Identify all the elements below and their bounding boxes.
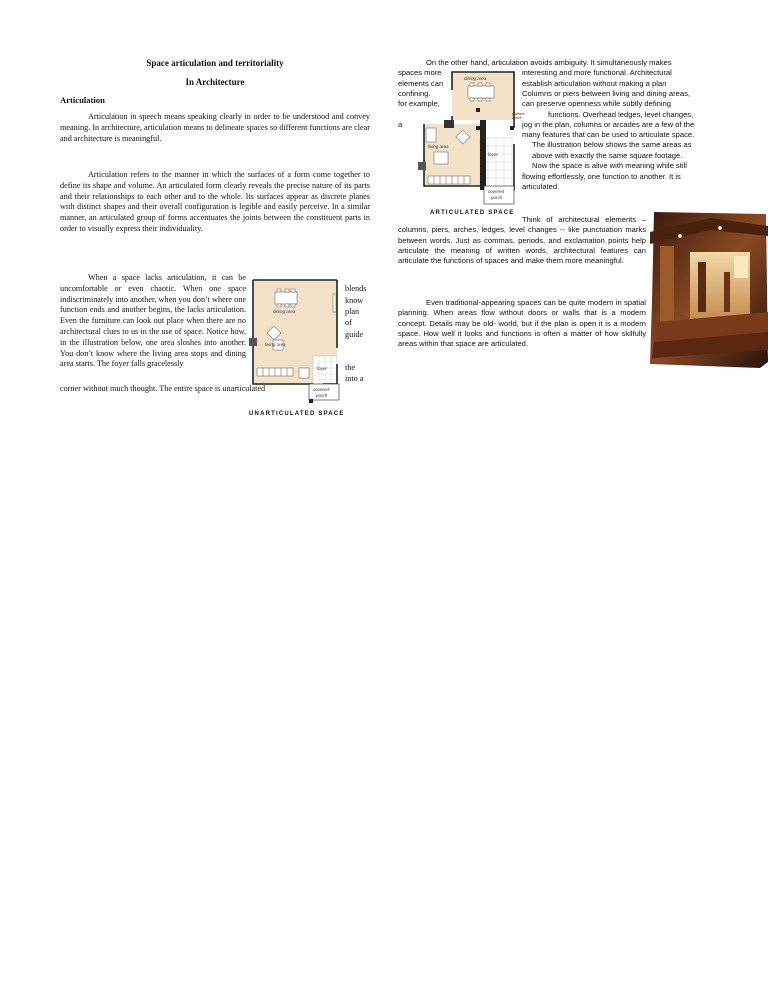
dining-area-label: dining area [273,309,296,314]
right-paragraph-3: Even traditional-appearing spaces can be quite modern in spatial planning. When areas flow without doors or walls that is a modern concept. Details may be old- world, but if the plan is open it is a modern space. How well it looks and functions is often a matter of how skilfully areas within that space are articulated. [398,298,646,349]
right-fragment: articulated. [522,182,560,191]
document-subtitle: In Architecture [185,77,245,87]
platform-label: platform [512,112,525,116]
interior-photo [650,212,768,370]
foyer-label: foyer [317,366,328,371]
right-paragraph-1-line1: On the other hand, articulation avoids ambiguity. It simultaneously makes [426,58,672,67]
porch-label: porch [316,393,328,398]
side-word: into a [345,374,364,383]
right-fragment: jog in the plan, columns or arcades are a few of the [522,120,695,129]
left-fragment: confining. [398,89,431,98]
side-word: guide [345,330,364,339]
right-fragment: Columns or piers between living and dining areas, [522,89,691,98]
left-fragment: spaces more [398,68,442,77]
left-fragment: a [398,120,403,129]
right-fragment: functions. Overhead ledges, level changes, [548,110,694,119]
living-area-label: living area [428,144,449,149]
side-word: of [345,318,352,327]
left-fragment: for example, [398,99,440,108]
dining-area-label: dining area [464,76,487,81]
right-paragraph-2-text: Think of architectural elements – columns, piers, arches, ledges, level changes -- like punctuation marks between words. Just as commas, periods, and exclamation points help articulate the meaning of written words, architectural features can articulate the functions of spaces and make them more meaningful. [398,215,646,266]
unarticulated-floor-plan [247,278,345,408]
paragraph-1: Articulation in speech means speaking clearly in order to be understood and convey meaning. In architecture, articulation means to delineate spaces so different functions are clear and architecture is meaningful. [60,112,370,143]
side-word: the [345,363,356,372]
right-fragment: The illustration below shows the same areas as [532,140,692,149]
side-word: blends [345,284,367,293]
paragraph-3-end: corner without much thought. The entire space is unarticulated [60,384,266,393]
right-fragment: many features that can be used to articulate space. [522,130,695,139]
right-paragraph-2 [398,215,646,266]
porch-label: covered [488,189,505,194]
living-area-label: living area [265,342,286,347]
paragraph-3: When a space lacks articulation, it can be uncomfortable or even chaotic. When one space indiscriminately into another, when you don’t where one function ends and another begins, the lacks articulation. Even the furniture can look out place when there are no architectural clues to us in the use of space. Notice how, in the illustration below, one area sloshes into another. You don’t know where the living area stops and dining area starts. The foyer falls gracelessly [60,273,246,369]
right-fragment: interesting and more functional. Architectural [522,68,672,77]
platform-label: above [512,116,522,120]
foyer-label: foyer [488,152,499,157]
right-fragment: Now the space is alive with meaning while still [532,161,687,170]
right-fragment: flowing effortlessly, one function to another. It is [522,172,681,181]
side-word: know [345,296,364,305]
document-title: Space articulation and territoriality [146,58,284,68]
articulated-floor-plan [404,68,525,210]
porch-label: porch [491,195,503,200]
section-heading: Articulation [60,95,105,105]
articulated-caption: ARTICULATED SPACE [430,210,515,216]
side-word: plan [345,307,360,316]
right-fragment: establish articulation without making a plan [522,79,667,88]
unarticulated-caption: UNARTICULATED SPACE [249,411,345,417]
right-fragment: above with exactly the same square footage. [532,151,683,160]
paragraph-2: Articulation refers to the manner in which the surfaces of a form come together to define its shape and volume. An articulated form clearly reveals the precise nature of its parts and their relationships to each other and to the whole. Its surfaces appear as discrete planes with distinct shapes and their overall configuration is legible and easily perceive. In a similar manner, an articulated group of forms accentuates the joints between the constituent parts in order to visually express their individuality. [60,170,370,233]
porch-label: covered [313,387,330,392]
right-fragment: can preserve openness while subtly defining [522,99,672,108]
left-fragment: elements can [398,79,444,88]
